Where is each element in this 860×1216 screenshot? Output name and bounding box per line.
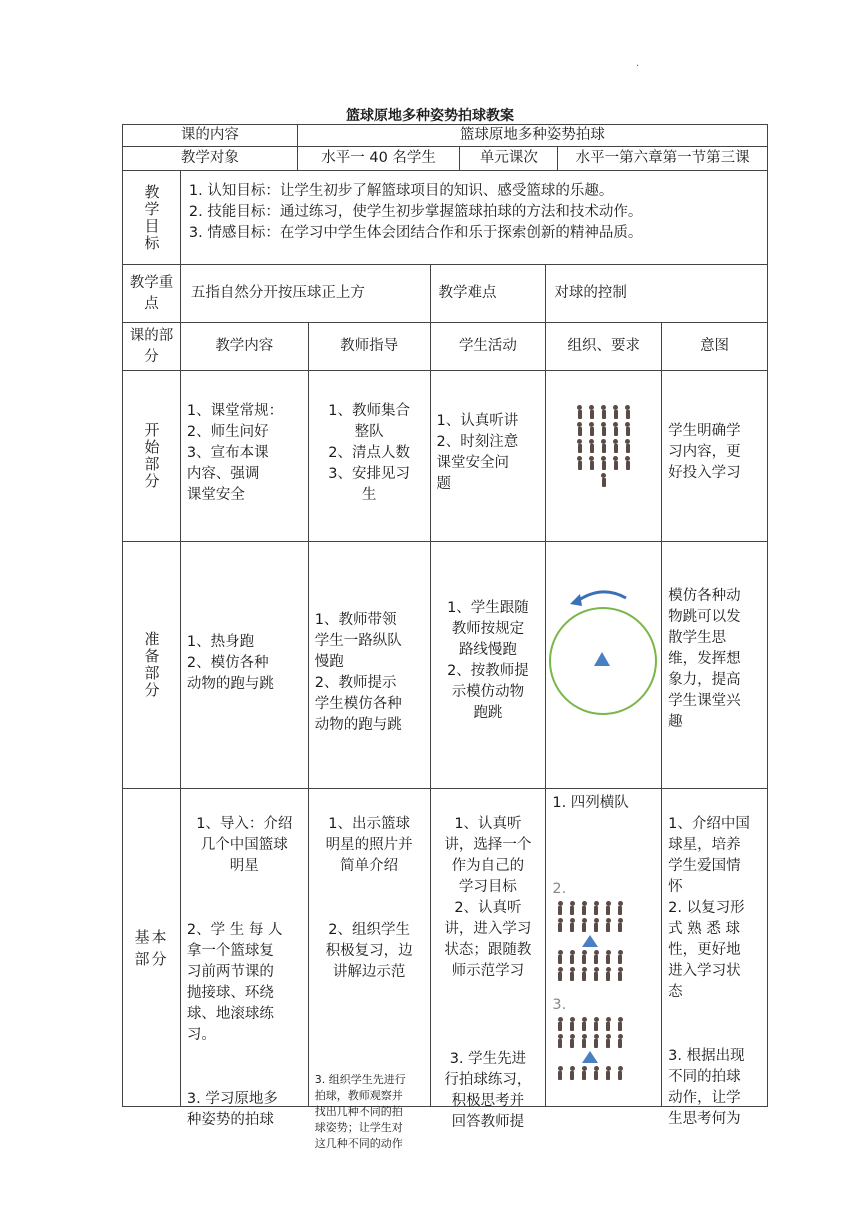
keypoint-label: 教学重点 — [123, 265, 181, 323]
basic-content-2: 2、学 生 每 人 拿一个篮球复 习前两节课的 抛接球、环绕 球、地滚球练 习。 — [186, 922, 283, 1043]
student-icon — [614, 422, 618, 436]
start-content: 1、课堂常规： 2、师生问好 3、宣布本课 内容、强调 课堂安全 — [181, 371, 309, 542]
student-icon — [578, 456, 582, 470]
org-step-3: 3. — [552, 997, 567, 1013]
student-icon — [602, 405, 606, 419]
formation-grid-2 — [554, 901, 626, 981]
prepare-intent: 模仿各种动 物跳可以发 散学生思 维，发挥想 象力，提高 学生课堂兴 趣 — [662, 542, 768, 789]
prepare-student: 1、学生跟随 教师按规定 路线慢跑 2、按教师提 示模仿动物 跑跳 — [431, 542, 547, 789]
unit-value: 水平一第六章第一节第三课 — [558, 147, 768, 171]
basic-teacher-2: 2、组织学生 积极复习，边 讲解边示范 — [325, 922, 413, 980]
teacher-triangle-icon — [582, 1051, 598, 1063]
basic-content-3: 3. 学习原地多 种姿势的拍球 — [186, 1091, 278, 1128]
basic-student-3: 3. 学生先进 行拍球练习， 积极思考并 回答教师提 — [444, 1051, 532, 1130]
running-circle-diagram — [546, 542, 662, 787]
formation-grid-3 — [554, 1017, 626, 1080]
student-icon — [590, 456, 594, 470]
basic-teacher — [309, 789, 431, 1150]
start-teacher: 1、教师集合 整队 2、清点人数 3、安排见习 生 — [309, 371, 431, 542]
col-header-student: 学生活动 — [431, 323, 547, 371]
start-formation — [546, 371, 662, 542]
student-icon — [602, 439, 606, 453]
goals-label: 教学目标 — [142, 183, 161, 252]
student-icon — [602, 473, 606, 487]
student-icon — [614, 456, 618, 470]
goal-item: 2. 技能目标：通过练习，使学生初步掌握篮球拍球的方法和技术动作。 — [188, 204, 643, 220]
basic-intent-3: 3. 根据出现 不同的拍球 动作，让学 生思考何为 — [668, 1048, 745, 1127]
difficulty-label: 教学难点 — [431, 265, 547, 323]
section-name: 准备部分 — [142, 631, 161, 699]
arrow-head-icon — [570, 594, 582, 606]
target-value: 水平一 40 名学生 — [298, 147, 461, 171]
student-icon — [626, 405, 630, 419]
student-icon — [590, 422, 594, 436]
student-icon — [602, 456, 606, 470]
col-header-part: 课的部分 — [123, 323, 181, 371]
student-icon — [626, 422, 630, 436]
col-header-intent: 意图 — [662, 323, 768, 371]
keypoint-value: 五指自然分开按压球正上方 — [181, 265, 431, 323]
goal-item: 1. 认知目标：让学生初步了解篮球项目的知识、感受篮球的乐趣。 — [188, 183, 614, 199]
basic-intent-1: 1、介绍中国 球星，培养 学生爱国情 怀 2. 以复习形 式 熟 悉 球 性，更好地 进入学习状 态 — [668, 816, 750, 1000]
section-name: 基本部分 — [134, 927, 169, 968]
student-grid — [574, 405, 634, 541]
org-step-1: 1. 四列横队 — [552, 795, 629, 811]
start-intent: 学生明确学 习内容，更 好投入学习 — [662, 371, 768, 542]
goals-list — [181, 171, 768, 265]
prepare-content: 1、热身跑 2、模仿各种 动物的跑与跳 — [181, 542, 309, 789]
goal-item: 3. 情感目标：在学习中学生体会团结合作和乐于探索创新的精神品质。 — [188, 225, 643, 241]
document-title: 篮球原地多种姿势拍球教案 — [346, 108, 514, 124]
student-icon — [590, 439, 594, 453]
basic-content — [181, 789, 309, 1128]
student-icon — [614, 439, 618, 453]
student-icon — [590, 405, 594, 419]
difficulty-value: 对球的控制 — [546, 265, 768, 323]
prepare-teacher: 1、教师带领 学生一路纵队 慢跑 2、教师提示 学生模仿各种 动物的跑与跳 — [309, 542, 431, 789]
student-icon — [602, 422, 606, 436]
target-label: 教学对象 — [123, 147, 298, 171]
direction-arrow-icon — [576, 592, 626, 602]
basic-teacher-3: 3. 组织学生先进行 拍球，教师观察并 找出几种不同的拍 球姿势；让学生对 这几种不同的动作 — [314, 1073, 406, 1150]
basic-formation — [546, 789, 662, 1107]
basic-teacher-1: 1、出示篮球 明星的照片并 简单介绍 — [325, 816, 413, 874]
col-header-org: 组织、要求 — [546, 323, 662, 371]
student-icon — [578, 422, 582, 436]
org-step-2: 2. — [552, 881, 567, 897]
student-icon — [614, 405, 618, 419]
student-icon — [578, 405, 582, 419]
prepare-formation — [546, 542, 662, 789]
basic-student — [431, 789, 547, 1130]
basic-content-1: 1、导入：介绍 几个中国篮球 明星 — [196, 816, 293, 874]
section-name: 开始部分 — [142, 422, 161, 490]
student-icon — [626, 456, 630, 470]
teacher-triangle-icon — [582, 935, 598, 947]
student-icon — [578, 439, 582, 453]
content-value: 篮球原地多种姿势拍球 — [298, 124, 768, 147]
teacher-triangle-icon — [594, 652, 610, 666]
unit-label: 单元课次 — [460, 147, 558, 171]
col-header-teacher: 教师指导 — [309, 323, 431, 371]
lesson-plan-table — [122, 124, 768, 1150]
student-icon — [626, 439, 630, 453]
basic-student-1: 1、认真听 讲，选择一个 作为自己的 学习目标 2、认真听 讲，进入学习 状态；跟随教 师示范学习 — [444, 816, 532, 979]
content-label: 课的内容 — [123, 124, 298, 147]
basic-intent — [662, 789, 768, 1127]
start-student: 1、认真听讲 2、时刻注意 课堂安全问 题 — [431, 371, 547, 542]
page-dot: . — [636, 58, 640, 69]
col-header-content: 教学内容 — [181, 323, 309, 371]
